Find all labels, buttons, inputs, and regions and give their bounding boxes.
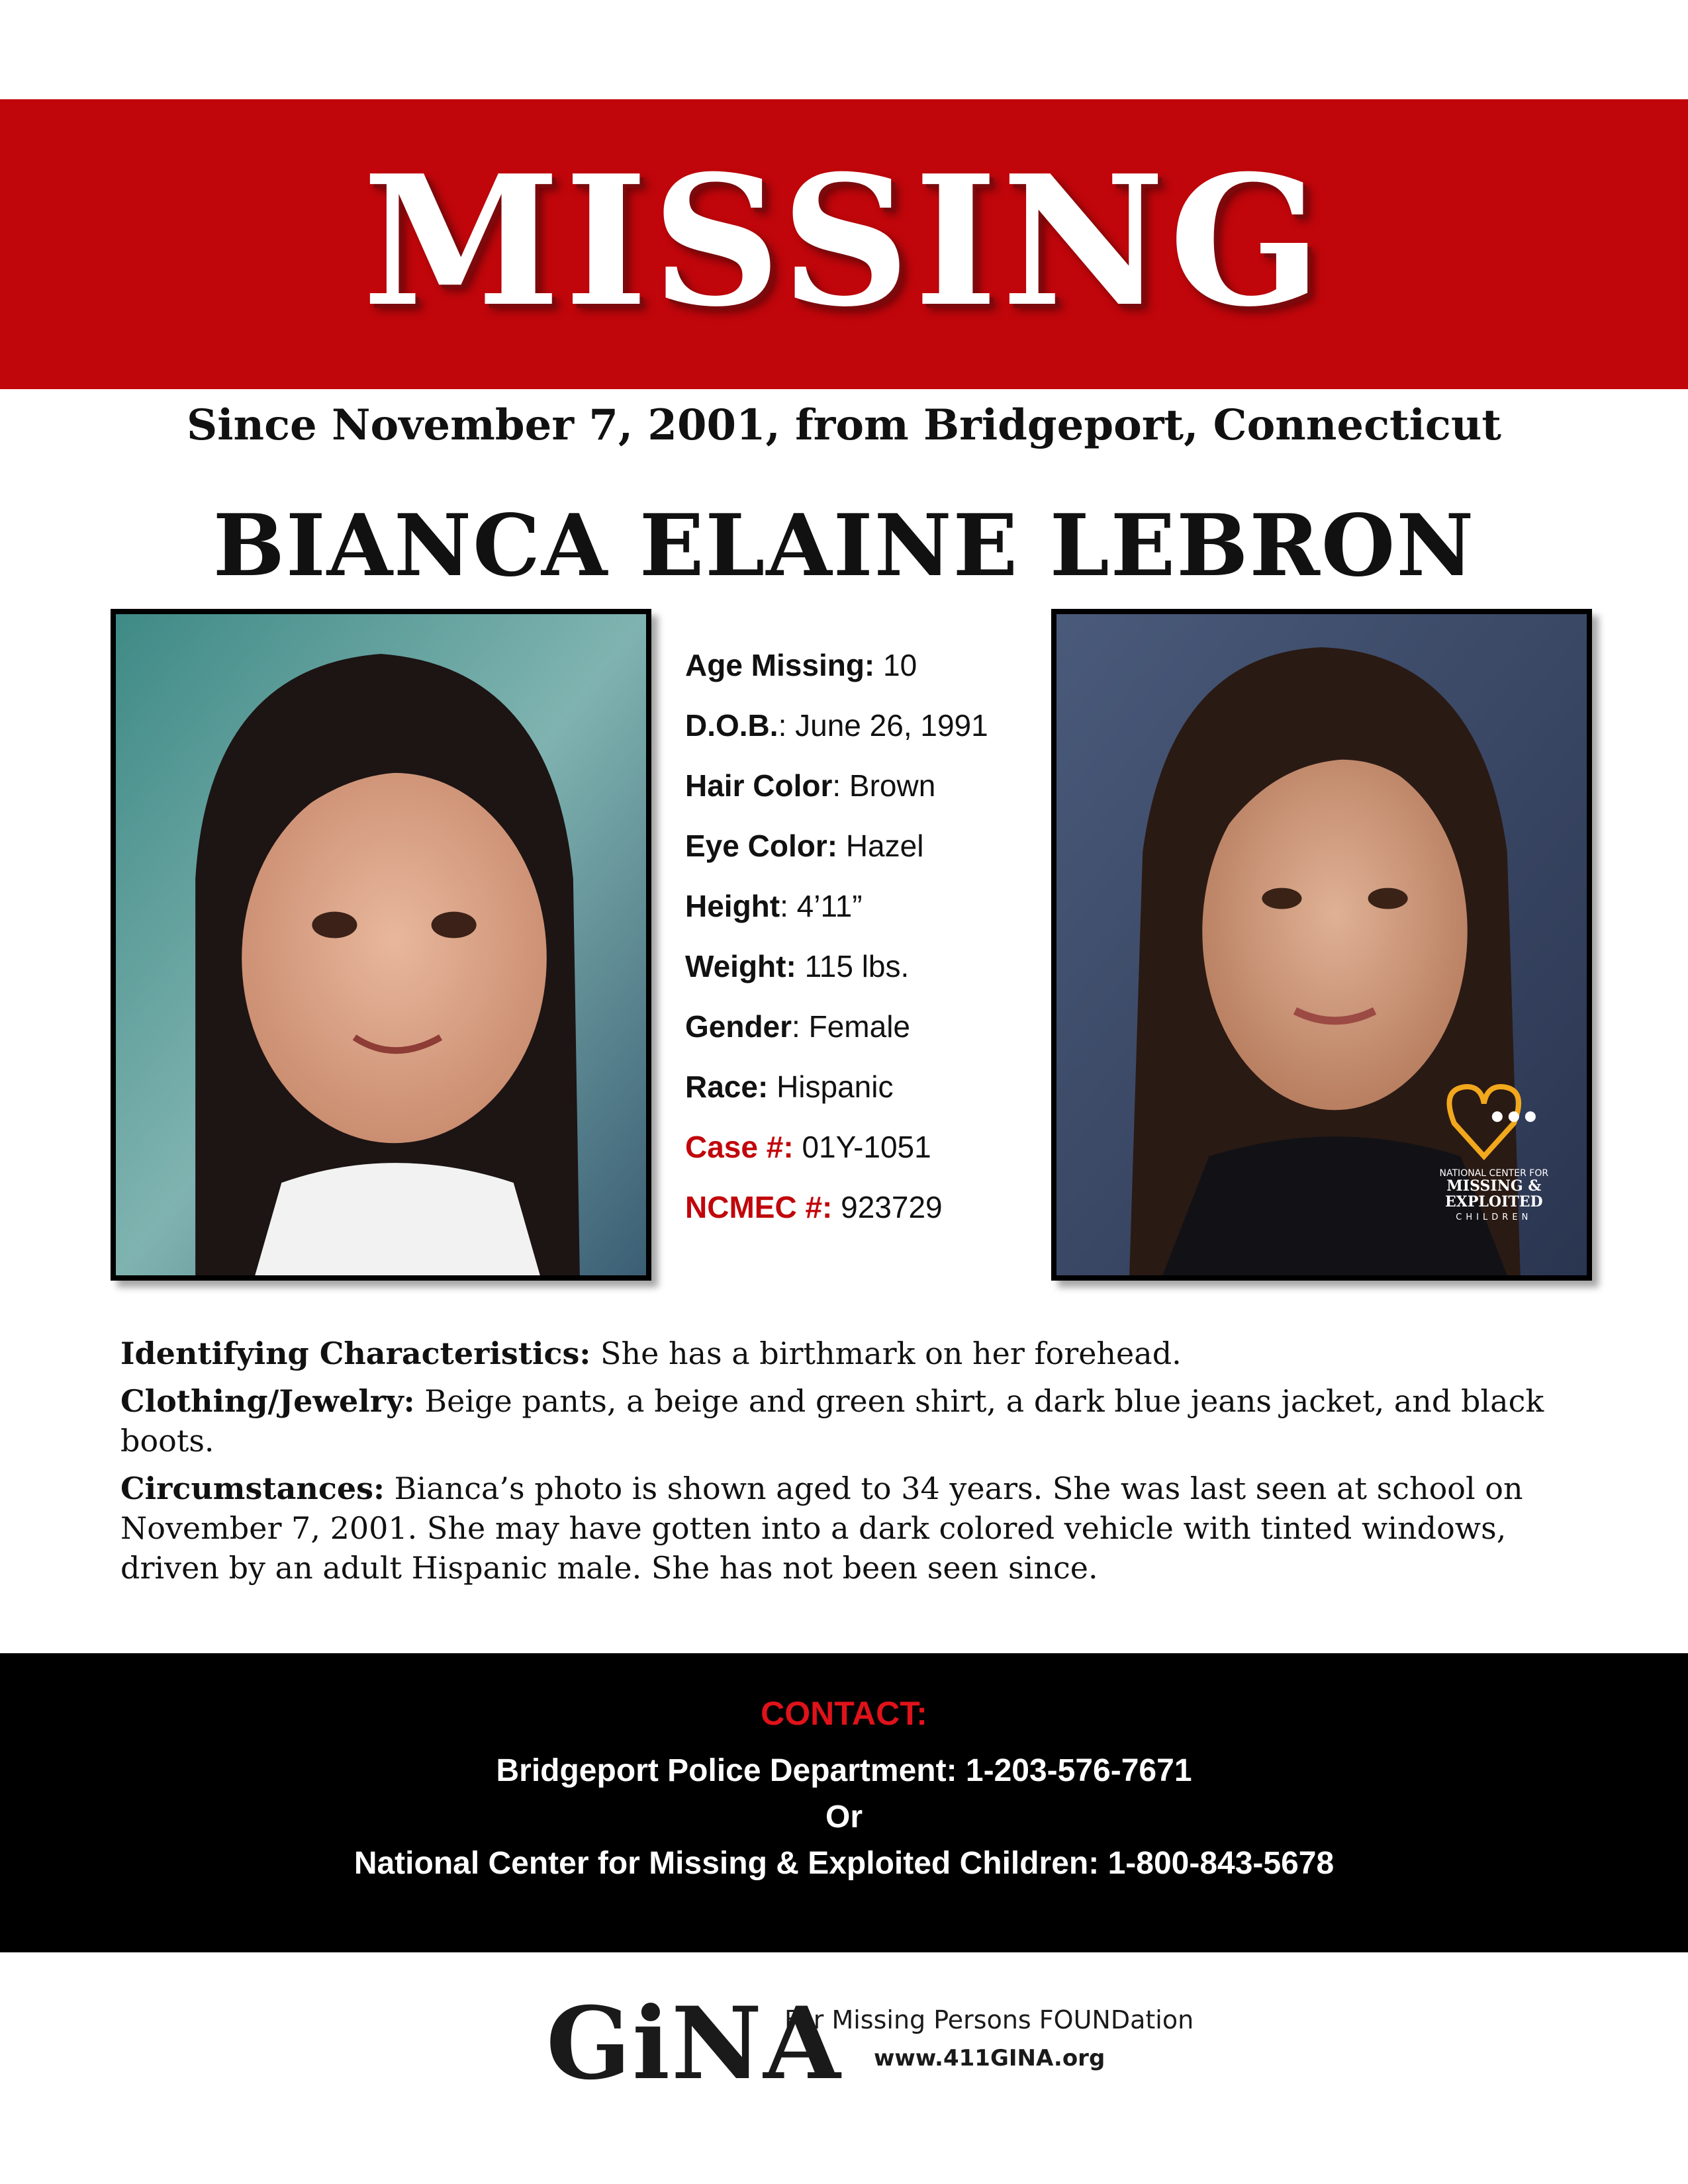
detail-label: Eye Color:	[685, 829, 838, 863]
detail-hair-color	[685, 768, 1029, 828]
detail-value: 923729	[841, 1190, 943, 1224]
svg-text:CHILDREN: CHILDREN	[1456, 1212, 1532, 1223]
detail-value: 115 lbs.	[804, 949, 910, 983]
clothing-label: Clothing/Jewelry:	[120, 1383, 415, 1419]
clothing-text: Beige pants, a beige and green shirt, a dark blue jeans jacket, and black boots.	[120, 1383, 1544, 1459]
gina-tagline: For Missing Persons FOUNDation	[784, 2005, 1194, 2034]
gina-url: www.411GINA.org	[874, 2045, 1105, 2071]
identifying-text: She has a birthmark on her forehead.	[600, 1336, 1182, 1371]
detail-weight	[685, 948, 1029, 1009]
contact-title: CONTACT:	[761, 1695, 927, 1732]
detail-value: : Female	[792, 1009, 910, 1044]
detail-value: : Brown	[832, 768, 936, 803]
case-description	[120, 1334, 1570, 1596]
detail-age-missing	[685, 647, 1029, 707]
identifying-characteristics	[120, 1334, 1570, 1373]
svg-text:MISSING &: MISSING &	[1446, 1177, 1542, 1195]
circumstances-label: Circumstances:	[120, 1471, 385, 1506]
circumstances	[120, 1469, 1570, 1588]
detail-label: Hair Color	[685, 768, 833, 803]
detail-value: Hispanic	[776, 1069, 894, 1104]
person-name: BIANCA ELAINE LEBRON	[212, 496, 1476, 596]
contact-or: Or	[825, 1799, 863, 1835]
detail-label: Weight:	[685, 949, 796, 983]
detail-value: 01Y-1051	[802, 1130, 931, 1164]
detail-label: D.O.B.	[685, 708, 778, 743]
detail-eye-color	[685, 828, 1029, 888]
missing-since-line: Since November 7, 2001, from Bridgeport, Connecticut	[187, 400, 1501, 450]
gina-logo	[546, 1985, 1194, 2102]
contact-ncmec-line: National Center for Missing & Exploited Children: 1-800-843-5678	[353, 1846, 1335, 1881]
age-progressed-photo	[1051, 609, 1592, 1281]
detail-height	[685, 888, 1029, 948]
detail-dob	[685, 707, 1029, 768]
detail-label: Race:	[685, 1069, 769, 1104]
contact-police-line: Bridgeport Police Department: 1-203-576-7671	[496, 1753, 1192, 1788]
detail-value: : 4’11”	[780, 889, 863, 923]
detail-ncmec-number	[685, 1189, 1029, 1250]
detail-gender	[685, 1009, 1029, 1069]
missing-banner	[0, 99, 1688, 389]
contact-block	[0, 1653, 1688, 1952]
identifying-label: Identifying Characteristics:	[120, 1336, 591, 1371]
detail-race	[685, 1069, 1029, 1129]
svg-text:EXPLOITED: EXPLOITED	[1444, 1193, 1543, 1211]
circumstances-text: Bianca’s photo is shown aged to 34 years. She was last seen at school on November 7, 2001. She may have gotten into a dark colored vehicle with tinted windows, driven by an adult Hispanic male. She has not been seen since.	[120, 1471, 1523, 1586]
detail-value: 10	[883, 648, 917, 682]
detail-label: Age Missing:	[685, 648, 875, 682]
details-list	[685, 647, 1029, 1250]
child-photo	[111, 609, 651, 1281]
svg-text:NATIONAL CENTER FOR: NATIONAL CENTER FOR	[1439, 1168, 1549, 1179]
clothing-jewelry	[120, 1381, 1570, 1461]
detail-label: NCMEC #:	[685, 1190, 833, 1224]
detail-label: Case #:	[685, 1130, 794, 1164]
detail-label: Gender	[685, 1009, 792, 1044]
gina-logo-word: GiNA	[546, 1985, 842, 2102]
detail-value: : June 26, 1991	[778, 708, 988, 743]
detail-value: Hazel	[845, 829, 924, 863]
detail-label: Height	[685, 889, 780, 923]
detail-case-number	[685, 1129, 1029, 1189]
banner-title: MISSING	[362, 136, 1326, 346]
